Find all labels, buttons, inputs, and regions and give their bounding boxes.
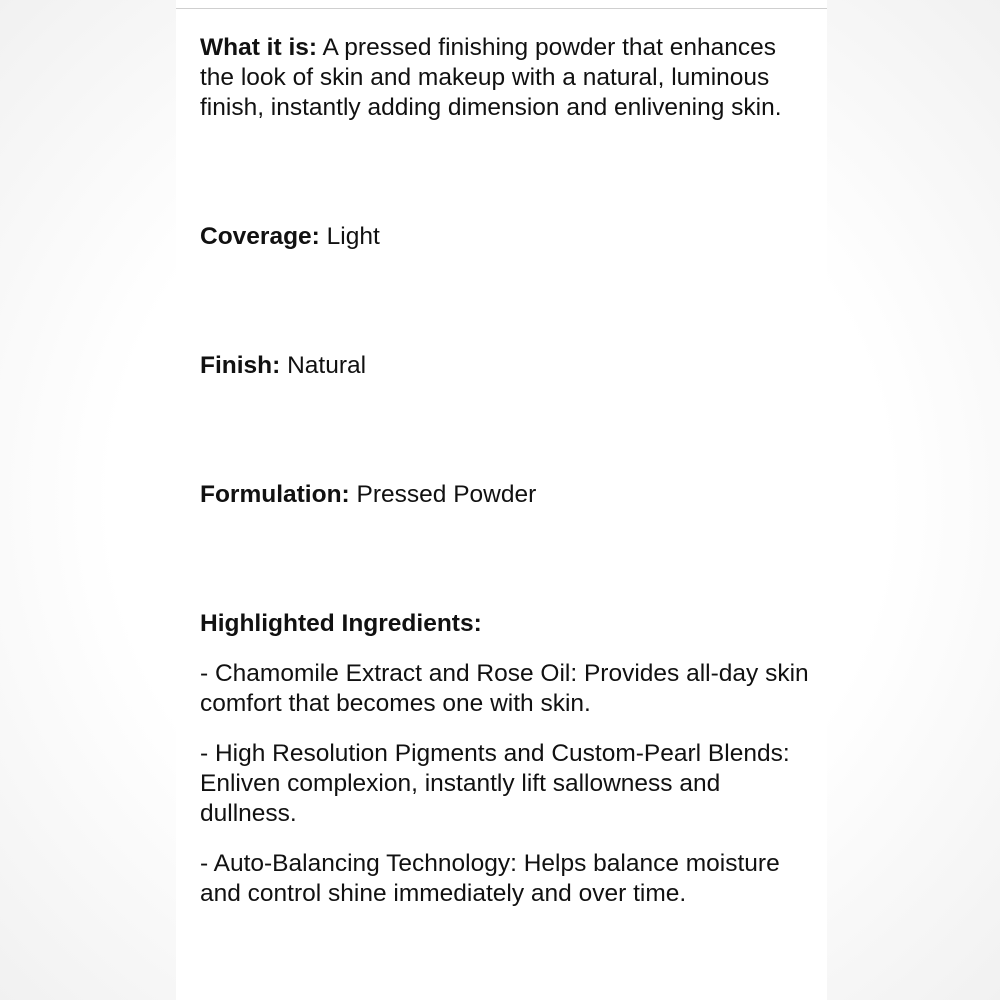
- finish-label: Finish:: [200, 352, 281, 379]
- what-it-is-label: What it is:: [200, 34, 318, 61]
- finish-value: Natural: [280, 352, 367, 379]
- coverage-value: Light: [319, 223, 380, 250]
- top-divider: [176, 8, 827, 9]
- what-it-is-paragraph: [200, 33, 810, 123]
- highlighted-ingredients-title: Highlighted Ingredients:: [200, 610, 482, 637]
- ingredient-item: - Chamomile Extract and Rose Oil: Provides all-day skin comfort that becomes one with skin.: [200, 660, 809, 717]
- product-description-card: [176, 0, 827, 1000]
- formulation-label: Formulation:: [200, 481, 350, 508]
- coverage-paragraph: [200, 222, 810, 252]
- ingredient-item: - Auto-Balancing Technology: Helps balance moisture and control shine immediately and over time.: [200, 850, 780, 907]
- finish-paragraph: [200, 351, 810, 381]
- formulation-paragraph: [200, 480, 810, 510]
- coverage-label: Coverage:: [200, 223, 320, 250]
- formulation-value: Pressed Powder: [349, 481, 537, 508]
- ingredient-item: - High Resolution Pigments and Custom-Pearl Blends: Enliven complexion, instantly lift sallowness and dullness.: [200, 740, 790, 827]
- what-it-is-text: A pressed finishing powder that enhances the look of skin and makeup with a natural, luminous finish, instantly adding dimension and enlivening skin.: [200, 34, 782, 121]
- description-content: [200, 33, 810, 929]
